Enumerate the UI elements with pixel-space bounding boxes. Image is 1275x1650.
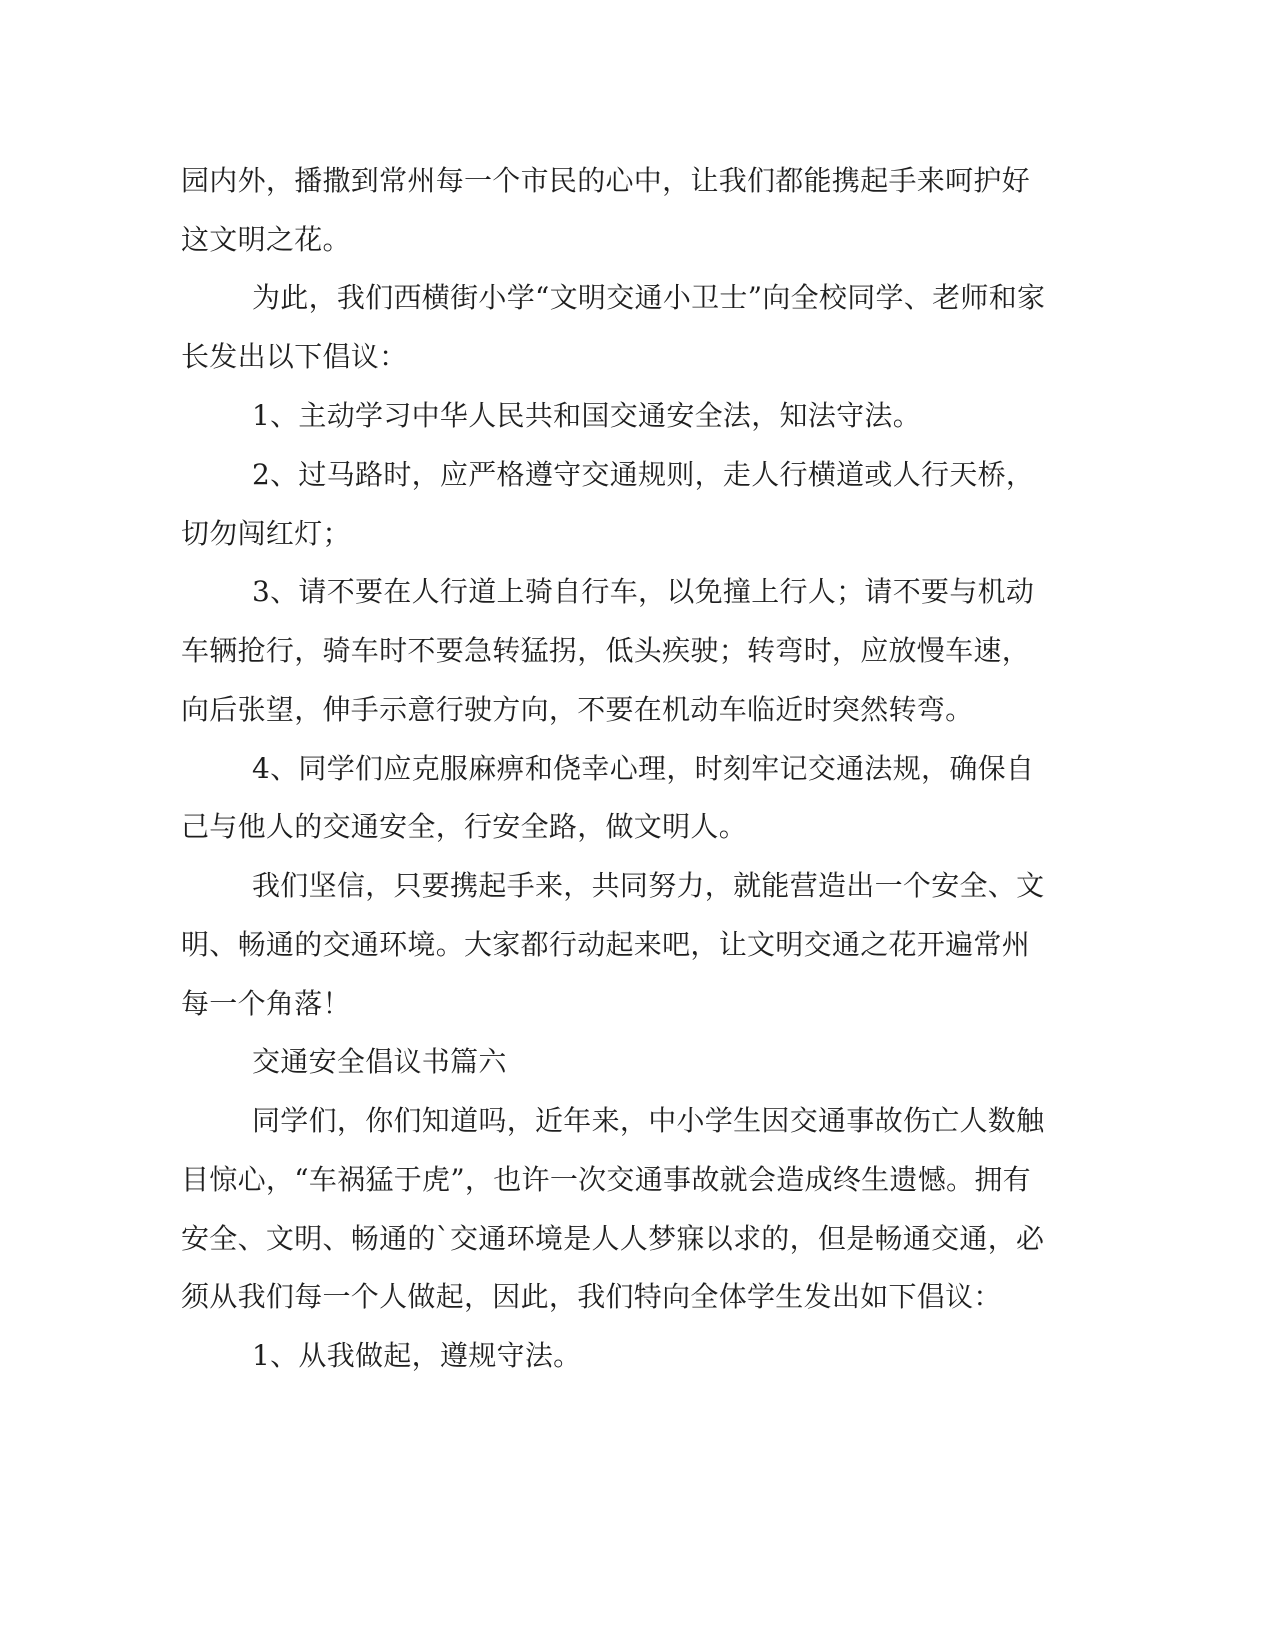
text-line: 我们坚信，只要携起手来，共同努力，就能营造出一个安全、文	[252, 869, 1045, 902]
text-line: 安全、文明、畅通的`交通环境是人人梦寐以求的，但是畅通交通，必	[181, 1222, 1045, 1255]
text-line: 1、主动学习中华人民共和国交通安全法，知法守法。	[252, 399, 922, 432]
text-line: 2、过马路时，应严格遵守交通规则，走人行横道或人行天桥，	[252, 458, 1035, 491]
text-line: 目惊心，“车祸猛于虎”，也许一次交通事故就会造成终生遗憾。拥有	[181, 1163, 1031, 1196]
text-line: 明、畅通的交通环境。大家都行动起来吧，让文明交通之花开遍常州	[181, 928, 1031, 961]
text-line: 1、从我做起，遵规守法。	[252, 1339, 582, 1372]
text-line: 向后张望，伸手示意行驶方向，不要在机动车临近时突然转弯。	[181, 693, 974, 726]
text-line: 这文明之花。	[181, 223, 351, 256]
text-line: 长发出以下倡议：	[181, 340, 408, 373]
text-line: 每一个角落！	[181, 987, 351, 1020]
text-line: 为此，我们西横街小学“文明交通小卫士”向全校同学、老师和家	[252, 281, 1046, 314]
section-heading: 交通安全倡议书篇六	[252, 1045, 507, 1078]
text-line: 3、请不要在人行道上骑自行车，以免撞上行人；请不要与机动	[252, 575, 1035, 608]
text-line: 同学们，你们知道吗，近年来，中小学生因交通事故伤亡人数触	[252, 1104, 1045, 1137]
text-line: 须从我们每一个人做起，因此，我们特向全体学生发出如下倡议：	[181, 1280, 1002, 1313]
text-line: 切勿闯红灯；	[181, 517, 351, 550]
text-line: 车辆抢行，骑车时不要急转猛拐，低头疾驶；转弯时，应放慢车速，	[181, 634, 1031, 667]
text-line: 园内外，播撒到常州每一个市民的心中，让我们都能携起手来呵护好	[181, 164, 1031, 197]
text-line: 4、同学们应克服麻痹和侥幸心理，时刻牢记交通法规，确保自	[252, 752, 1035, 785]
text-line: 己与他人的交通安全，行安全路，做文明人。	[181, 810, 748, 843]
